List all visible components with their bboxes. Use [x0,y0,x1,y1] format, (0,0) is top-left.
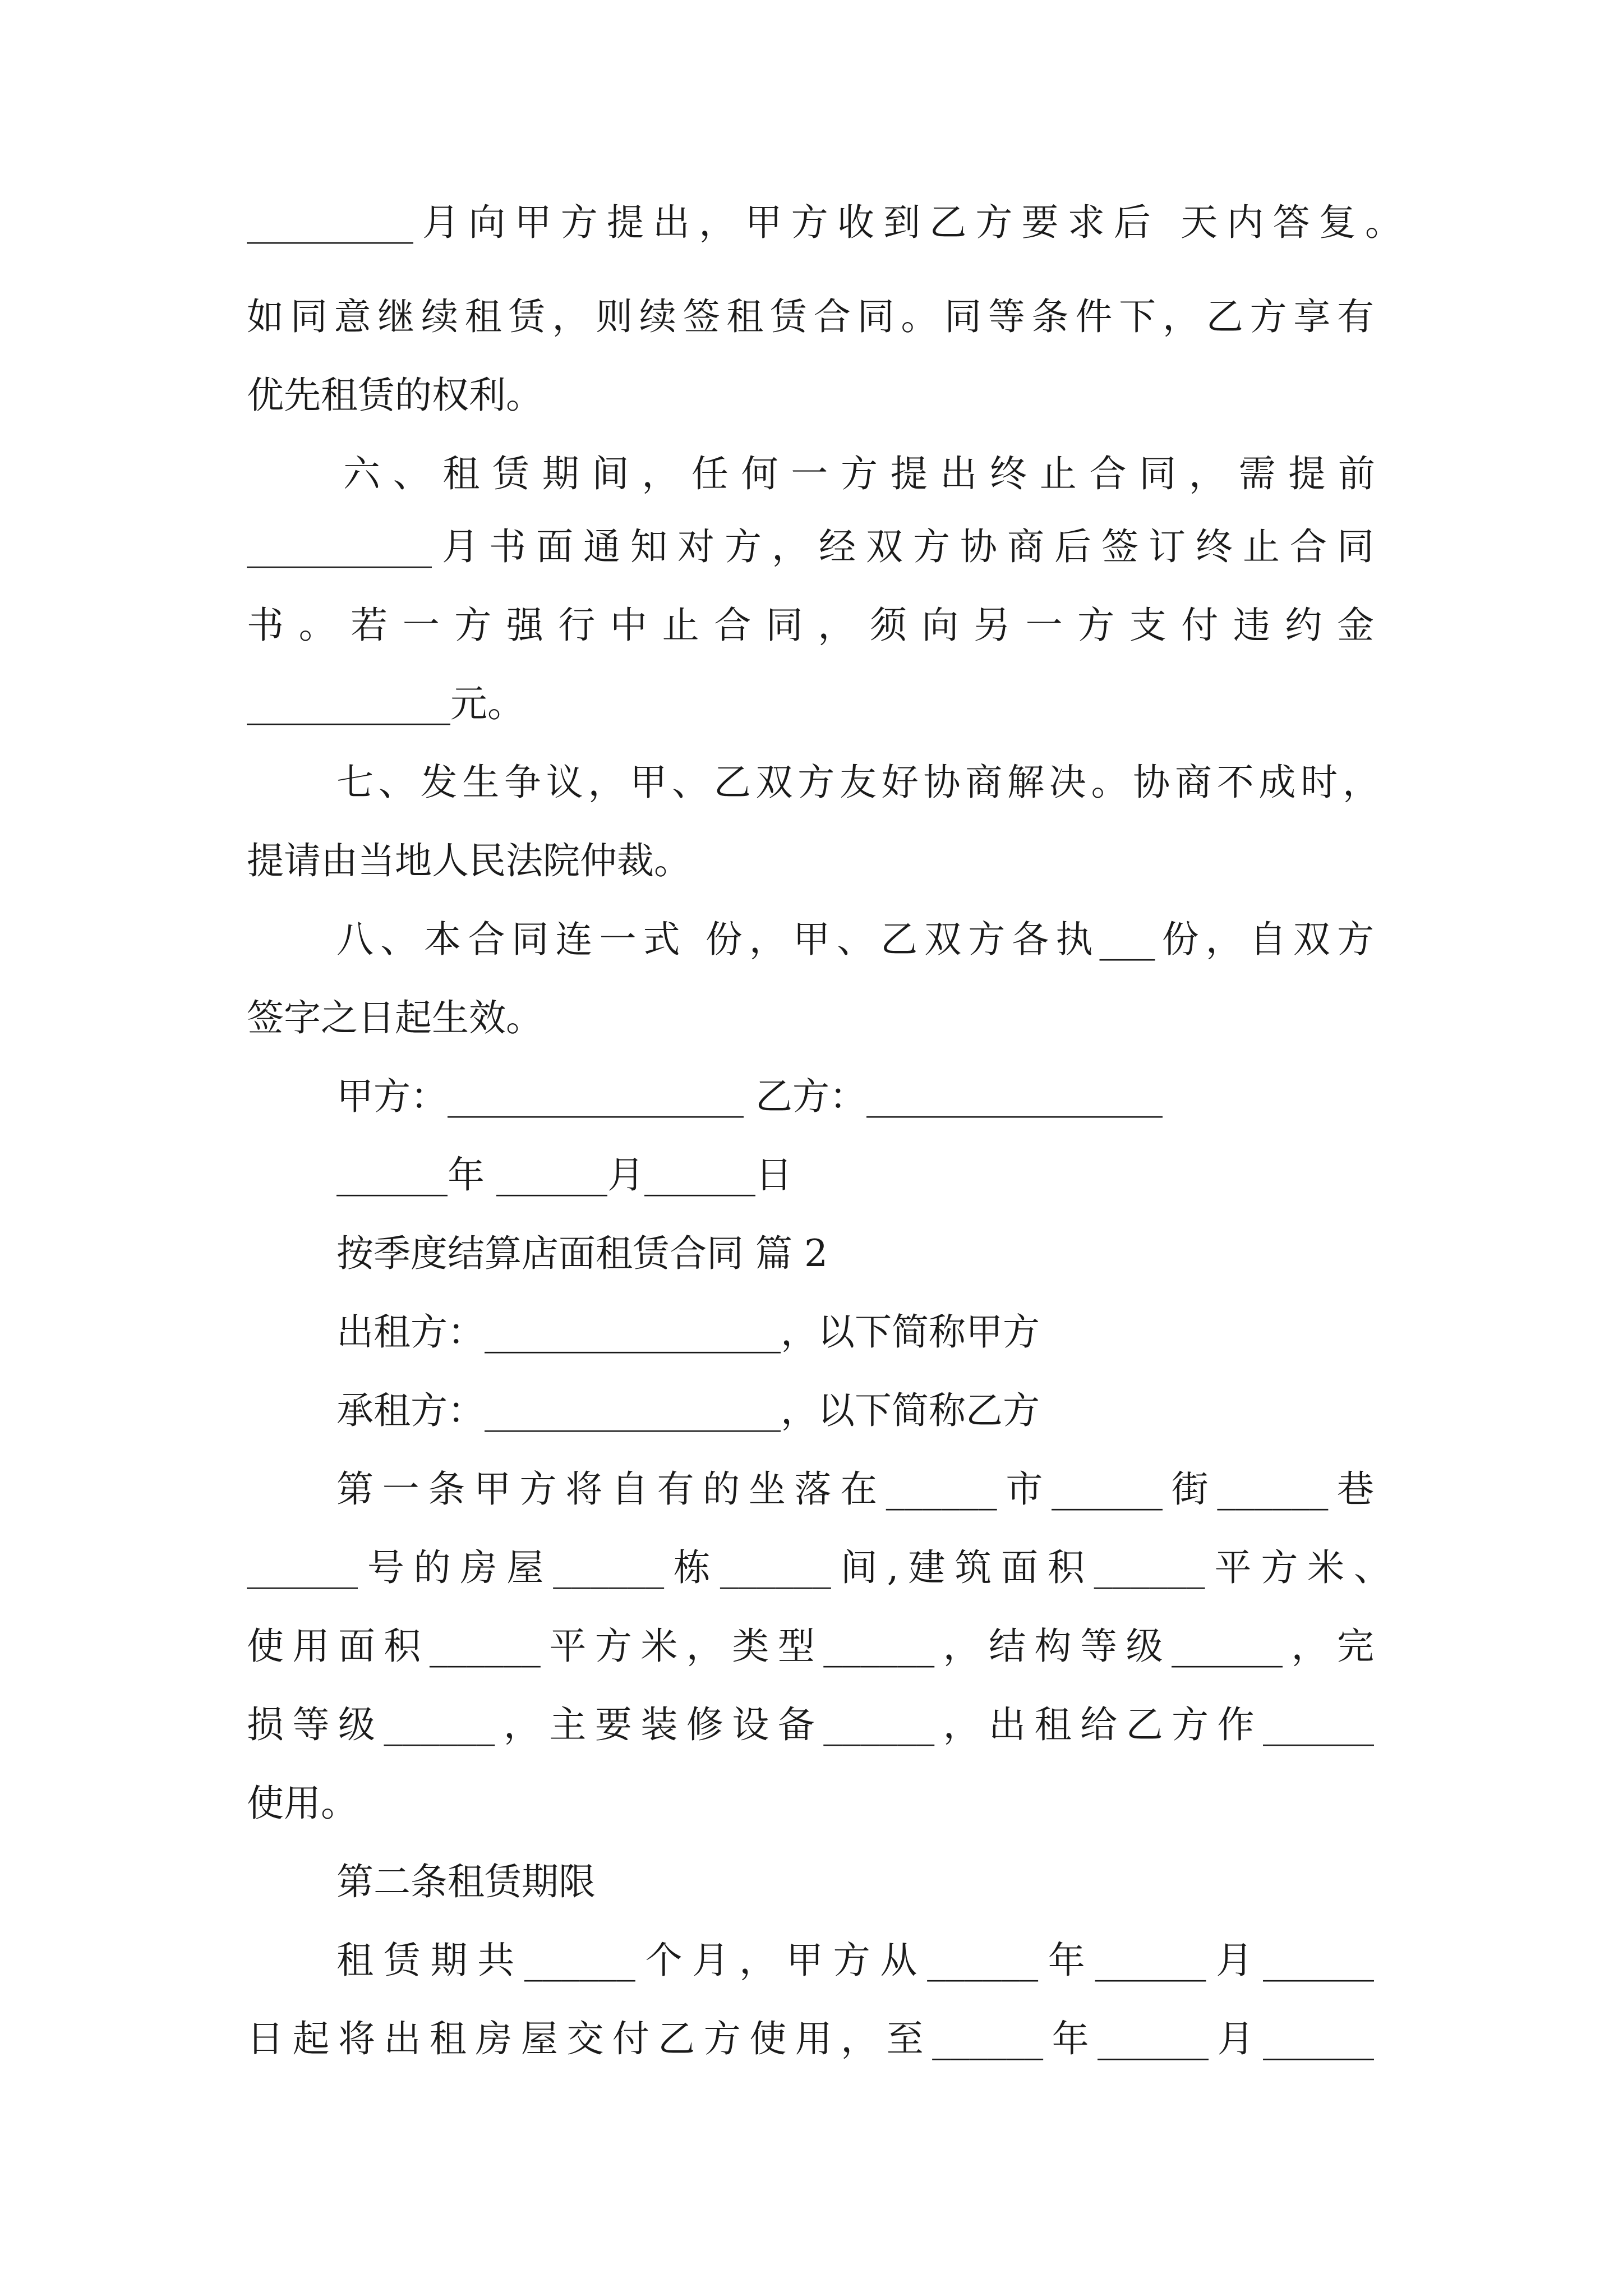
text-line: 六、租赁期间，任何一方提出终止合同，需提前 [343,452,1375,495]
text-line: 出租方：________________，以下简称甲方 [336,1310,1040,1354]
text-line: 七、发生争议，甲、乙双方友好协商解决。协商不成时， [336,761,1380,804]
date-line: ______年 ______月______日 [336,1153,792,1197]
text-line: 使用面积______平方米，类型______，结构等级______，完 [247,1625,1374,1668]
text-line: 书。若一方强行中止合同，须向另一方支付违约金 [247,604,1374,647]
text-line: 第一条甲方将自有的坐落在______市______街______巷 [336,1467,1374,1511]
text-line: ___________元。 [247,682,524,725]
section-heading: 按季度结算店面租赁合同 篇 2 [336,1232,828,1275]
text-line: 优先租赁的权利。 [247,374,543,417]
text-line: 如同意继续租赁，则续签租赁合同。同等条件下，乙方享有 [247,295,1374,338]
signature-line: 甲方：________________ 乙方：________________ [336,1075,1163,1118]
text-line: 损等级______，主要装修设备______，出租给乙方作______ [247,1703,1374,1746]
text-line: _________月向甲方提出，甲方收到乙方要求后 天内答复。 [247,201,1402,244]
text-line: __________月书面通知对方，经双方协商后签订终止合同 [247,525,1374,568]
text-line: 承租方：________________，以下简称乙方 [336,1389,1040,1432]
text-line: 日起将出租房屋交付乙方使用，至______年______月______ [247,2017,1374,2060]
section-heading: 第二条租赁期限 [336,1860,596,1903]
text-line: 使用。 [247,1782,358,1825]
text-line: ______号的房屋______栋______间,建筑面积______平方米、 [247,1546,1391,1589]
text-line: 签字之日起生效。 [247,996,543,1039]
text-line: 租赁期共______个月，甲方从______年______月______ [336,1939,1374,1982]
text-line: 八、本合同连一式 份，甲、乙双方各执___份，自双方 [336,918,1374,961]
text-line: 提请由当地人民法院仲裁。 [247,839,691,882]
